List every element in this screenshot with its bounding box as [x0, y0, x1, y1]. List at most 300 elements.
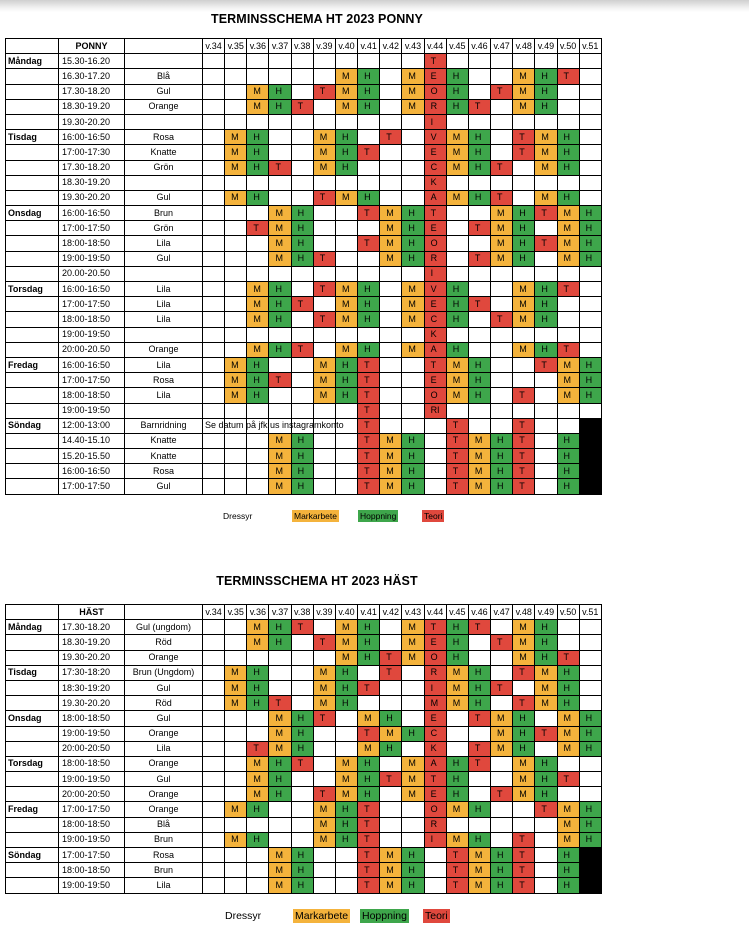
empty-cell — [446, 114, 468, 129]
lesson-cell: T — [358, 449, 380, 464]
empty-cell — [225, 84, 247, 99]
table-row — [6, 175, 602, 190]
empty-cell — [380, 388, 402, 403]
empty-cell — [269, 69, 291, 84]
day-cell — [6, 84, 59, 99]
empty-cell — [513, 817, 535, 832]
day-cell — [6, 680, 59, 695]
empty-cell — [579, 114, 601, 129]
empty-cell — [203, 680, 225, 695]
blocked-cell — [579, 848, 601, 863]
empty-cell — [358, 54, 380, 69]
lesson-cell: M — [491, 726, 513, 741]
empty-cell — [203, 726, 225, 741]
empty-cell — [491, 54, 513, 69]
week-header: v.50 — [557, 605, 579, 620]
lesson-cell: H — [579, 741, 601, 756]
empty-cell — [491, 114, 513, 129]
empty-cell — [247, 114, 269, 129]
week-header: v.35 — [225, 39, 247, 54]
v44-letter-cell: T — [424, 772, 446, 787]
lesson-cell: M — [535, 130, 557, 145]
group-cell: Orange — [125, 756, 203, 771]
empty-cell — [203, 342, 225, 357]
empty-cell — [203, 206, 225, 221]
empty-cell — [225, 342, 247, 357]
empty-cell — [402, 817, 424, 832]
lesson-cell: T — [313, 282, 335, 297]
v44-letter-cell: E — [424, 297, 446, 312]
legend-markarbete: Markarbete — [294, 511, 337, 521]
time-cell: 17:00-17:50 — [59, 221, 125, 236]
lesson-cell: M — [557, 817, 579, 832]
empty-cell — [579, 772, 601, 787]
lesson-cell: H — [291, 726, 313, 741]
empty-cell — [203, 620, 225, 635]
lesson-cell: H — [579, 206, 601, 221]
time-cell: 20:00-20.50 — [59, 342, 125, 357]
empty-cell — [247, 433, 269, 448]
empty-cell — [269, 680, 291, 695]
lesson-cell: H — [358, 650, 380, 665]
day-cell: Fredag — [6, 357, 59, 372]
empty-cell — [269, 190, 291, 205]
empty-cell — [291, 84, 313, 99]
empty-cell — [225, 464, 247, 479]
table-row — [6, 756, 602, 771]
empty-cell — [491, 817, 513, 832]
lesson-cell: M — [513, 650, 535, 665]
empty-cell — [491, 696, 513, 711]
empty-cell — [402, 741, 424, 756]
empty-cell — [557, 99, 579, 114]
empty-cell — [335, 711, 357, 726]
empty-cell — [579, 620, 601, 635]
group-cell: Blå — [125, 69, 203, 84]
table-row — [6, 145, 602, 160]
lesson-cell: H — [468, 357, 490, 372]
empty-cell — [203, 711, 225, 726]
empty-cell — [402, 403, 424, 418]
empty-cell — [358, 114, 380, 129]
v44-letter-cell: A — [424, 190, 446, 205]
group-cell — [125, 54, 203, 69]
empty-cell — [247, 863, 269, 878]
lesson-cell: M — [225, 680, 247, 695]
lesson-cell: M — [335, 342, 357, 357]
lesson-cell: H — [557, 433, 579, 448]
empty-cell — [402, 832, 424, 847]
empty-cell — [203, 266, 225, 281]
week-header: v.40 — [335, 605, 357, 620]
lesson-cell: M — [535, 145, 557, 160]
lesson-cell: T — [380, 130, 402, 145]
empty-cell — [424, 449, 446, 464]
empty-cell — [203, 848, 225, 863]
week-header: v.37 — [269, 39, 291, 54]
empty-cell — [579, 84, 601, 99]
empty-cell — [313, 69, 335, 84]
empty-cell — [203, 221, 225, 236]
table-row — [6, 696, 602, 711]
lesson-cell: M — [468, 464, 490, 479]
lesson-cell: T — [513, 878, 535, 893]
table-header-label: HÄST — [59, 605, 125, 620]
empty-cell — [203, 802, 225, 817]
lesson-cell: H — [247, 388, 269, 403]
blocked-cell — [579, 449, 601, 464]
lesson-cell: H — [446, 772, 468, 787]
empty-cell — [446, 54, 468, 69]
group-cell: Lila — [125, 312, 203, 327]
empty-cell — [535, 373, 557, 388]
empty-cell — [468, 206, 490, 221]
empty-cell — [335, 251, 357, 266]
empty-cell — [380, 680, 402, 695]
lesson-cell: M — [313, 680, 335, 695]
empty-cell — [380, 114, 402, 129]
empty-cell — [247, 878, 269, 893]
lesson-cell: H — [402, 206, 424, 221]
time-cell: 15.20-15.50 — [59, 449, 125, 464]
empty-cell — [225, 206, 247, 221]
lesson-cell: H — [579, 711, 601, 726]
lesson-cell: H — [446, 84, 468, 99]
lesson-cell: M — [313, 160, 335, 175]
table-row — [6, 130, 602, 145]
week-header: v.42 — [380, 605, 402, 620]
lesson-cell: M — [269, 848, 291, 863]
lesson-cell: M — [446, 190, 468, 205]
empty-cell — [203, 817, 225, 832]
empty-cell — [579, 680, 601, 695]
lesson-cell: H — [247, 130, 269, 145]
group-cell — [125, 327, 203, 342]
lesson-cell: M — [225, 145, 247, 160]
v44-letter-cell: C — [424, 726, 446, 741]
lesson-cell: M — [468, 433, 490, 448]
empty-cell — [380, 787, 402, 802]
day-cell: Torsdag — [6, 756, 59, 771]
day-cell — [6, 635, 59, 650]
group-cell: Grön — [125, 221, 203, 236]
lesson-cell: M — [491, 236, 513, 251]
lesson-cell: T — [380, 650, 402, 665]
lesson-cell: M — [313, 145, 335, 160]
empty-cell — [380, 327, 402, 342]
v44-letter-cell: T — [424, 206, 446, 221]
time-cell: 18:00-18:50 — [59, 312, 125, 327]
table-row — [6, 84, 602, 99]
table-row — [6, 665, 602, 680]
lesson-cell: T — [557, 342, 579, 357]
v44-letter-cell: E — [424, 373, 446, 388]
lesson-cell: H — [247, 680, 269, 695]
lesson-cell: H — [247, 665, 269, 680]
lesson-cell: M — [557, 726, 579, 741]
table-row — [6, 373, 602, 388]
empty-cell — [380, 802, 402, 817]
lesson-cell: H — [335, 357, 357, 372]
v44-letter-cell: A — [424, 342, 446, 357]
empty-cell — [335, 403, 357, 418]
lesson-cell: M — [247, 282, 269, 297]
blocked-cell — [579, 433, 601, 448]
empty-cell — [291, 266, 313, 281]
empty-cell — [491, 69, 513, 84]
empty-cell — [247, 175, 269, 190]
empty-cell — [269, 266, 291, 281]
lesson-cell: M — [335, 190, 357, 205]
empty-cell — [491, 130, 513, 145]
empty-cell — [269, 650, 291, 665]
empty-cell — [402, 190, 424, 205]
lesson-cell: T — [446, 479, 468, 494]
empty-cell — [557, 297, 579, 312]
empty-cell — [468, 650, 490, 665]
empty-cell — [291, 650, 313, 665]
lesson-cell: T — [446, 464, 468, 479]
group-cell: Lila — [125, 741, 203, 756]
lesson-cell: H — [513, 726, 535, 741]
time-cell: 18:00-18:50 — [59, 711, 125, 726]
group-cell: Knatte — [125, 449, 203, 464]
lesson-cell: M — [313, 373, 335, 388]
empty-cell — [291, 69, 313, 84]
empty-cell — [380, 160, 402, 175]
time-cell: 12:00-13:00 — [59, 418, 125, 433]
table-row — [6, 251, 602, 266]
empty-cell — [247, 726, 269, 741]
table-row — [6, 479, 602, 494]
lesson-cell: H — [402, 878, 424, 893]
lesson-cell: H — [380, 711, 402, 726]
table-row — [6, 726, 602, 741]
blocked-cell — [579, 863, 601, 878]
day-cell: Söndag — [6, 848, 59, 863]
lesson-cell: M — [513, 312, 535, 327]
lesson-cell: M — [402, 650, 424, 665]
lesson-cell: T — [446, 418, 468, 433]
empty-cell — [535, 832, 557, 847]
lesson-cell: T — [380, 772, 402, 787]
lesson-cell: M — [269, 464, 291, 479]
lesson-cell: M — [313, 817, 335, 832]
group-cell: Grön — [125, 160, 203, 175]
time-cell: 19:00-19:50 — [59, 832, 125, 847]
lesson-cell: M — [402, 84, 424, 99]
table-row — [6, 464, 602, 479]
empty-cell — [291, 772, 313, 787]
lesson-cell: H — [358, 297, 380, 312]
empty-cell — [491, 802, 513, 817]
empty-cell — [291, 54, 313, 69]
group-cell: Knatte — [125, 145, 203, 160]
lesson-cell: H — [269, 297, 291, 312]
empty-cell — [291, 787, 313, 802]
empty-cell — [203, 282, 225, 297]
lesson-cell: M — [402, 635, 424, 650]
time-cell: 19:00-19:50 — [59, 403, 125, 418]
legend-hoppning: Hoppning — [360, 511, 397, 521]
group-cell: Röd — [125, 696, 203, 711]
lesson-cell: M — [247, 99, 269, 114]
lesson-cell: T — [247, 741, 269, 756]
lesson-cell: T — [269, 696, 291, 711]
lesson-cell: M — [380, 863, 402, 878]
lesson-cell: H — [247, 832, 269, 847]
empty-cell — [380, 282, 402, 297]
lesson-cell: T — [535, 726, 557, 741]
blocked-cell — [579, 878, 601, 893]
lesson-cell: T — [358, 680, 380, 695]
empty-cell — [313, 114, 335, 129]
empty-cell — [402, 418, 424, 433]
time-cell: 17:30-18:20 — [59, 665, 125, 680]
empty-cell — [579, 635, 601, 650]
empty-cell — [291, 817, 313, 832]
empty-cell — [313, 342, 335, 357]
empty-cell — [535, 449, 557, 464]
lesson-cell: T — [269, 373, 291, 388]
empty-cell — [380, 832, 402, 847]
time-cell: 17.30-18.20 — [59, 160, 125, 175]
lesson-cell: H — [513, 236, 535, 251]
v44-letter-cell: I — [424, 832, 446, 847]
legend-hoppning: Hoppning — [362, 910, 407, 922]
day-cell — [6, 373, 59, 388]
lesson-cell: M — [557, 802, 579, 817]
empty-cell — [557, 84, 579, 99]
lesson-cell: T — [313, 312, 335, 327]
lesson-cell: H — [535, 635, 557, 650]
lesson-cell: T — [491, 312, 513, 327]
empty-cell — [269, 832, 291, 847]
lesson-cell: H — [358, 84, 380, 99]
lesson-cell: H — [468, 388, 490, 403]
lesson-cell: H — [291, 206, 313, 221]
empty-cell — [225, 251, 247, 266]
empty-cell — [335, 266, 357, 281]
empty-cell — [468, 69, 490, 84]
empty-cell — [535, 388, 557, 403]
group-cell: Lila — [125, 388, 203, 403]
table-row — [6, 221, 602, 236]
empty-cell — [468, 312, 490, 327]
day-cell — [6, 696, 59, 711]
empty-cell — [313, 650, 335, 665]
empty-cell — [535, 54, 557, 69]
empty-cell — [579, 99, 601, 114]
table-row — [6, 817, 602, 832]
lesson-cell: H — [446, 635, 468, 650]
empty-cell — [579, 266, 601, 281]
empty-cell — [203, 145, 225, 160]
empty-cell — [291, 145, 313, 160]
v44-letter-cell: K — [424, 741, 446, 756]
empty-cell — [203, 772, 225, 787]
week-header: v.43 — [402, 39, 424, 54]
empty-cell — [203, 297, 225, 312]
lesson-cell: M — [468, 449, 490, 464]
lesson-cell: M — [380, 479, 402, 494]
empty-cell — [335, 206, 357, 221]
empty-cell — [424, 433, 446, 448]
empty-cell — [335, 221, 357, 236]
empty-cell — [535, 863, 557, 878]
lesson-cell: H — [269, 99, 291, 114]
empty-cell — [225, 175, 247, 190]
empty-cell — [579, 342, 601, 357]
lesson-cell: M — [513, 620, 535, 635]
empty-cell — [535, 878, 557, 893]
lesson-cell: M — [358, 711, 380, 726]
day-cell — [6, 863, 59, 878]
lesson-cell: M — [402, 772, 424, 787]
lesson-cell: H — [535, 756, 557, 771]
time-cell: 17:00-17:50 — [59, 479, 125, 494]
week-header: v.36 — [247, 605, 269, 620]
lesson-cell: H — [335, 160, 357, 175]
lesson-cell: H — [557, 665, 579, 680]
time-cell: 18:30-19:20 — [59, 680, 125, 695]
lesson-cell: T — [247, 221, 269, 236]
lesson-cell: T — [491, 160, 513, 175]
empty-cell — [225, 479, 247, 494]
day-cell: Måndag — [6, 620, 59, 635]
empty-cell — [247, 449, 269, 464]
empty-cell — [579, 312, 601, 327]
lesson-cell: H — [535, 650, 557, 665]
lesson-cell: M — [446, 665, 468, 680]
empty-cell — [225, 99, 247, 114]
lesson-cell: H — [446, 342, 468, 357]
group-cell: Blå — [125, 817, 203, 832]
empty-cell — [579, 282, 601, 297]
v44-letter-cell: O — [424, 388, 446, 403]
empty-cell — [358, 327, 380, 342]
empty-cell — [424, 848, 446, 863]
lesson-cell: H — [468, 665, 490, 680]
empty-cell — [513, 160, 535, 175]
empty-cell — [491, 620, 513, 635]
time-cell: 17.30-18.20 — [59, 620, 125, 635]
lesson-cell: T — [446, 433, 468, 448]
empty-cell — [491, 756, 513, 771]
empty-cell — [203, 236, 225, 251]
table-row — [6, 206, 602, 221]
time-cell: 19:00-19:50 — [59, 726, 125, 741]
group-cell: Gul — [125, 680, 203, 695]
lesson-cell: H — [491, 878, 513, 893]
lesson-cell: H — [579, 357, 601, 372]
empty-cell — [424, 418, 446, 433]
empty-cell — [402, 665, 424, 680]
section-title: TERMINSSCHEMA HT 2023 HÄST — [216, 574, 418, 588]
empty-cell — [247, 206, 269, 221]
empty-cell — [468, 84, 490, 99]
day-cell — [6, 878, 59, 893]
empty-cell — [468, 403, 490, 418]
empty-cell — [468, 175, 490, 190]
table-row — [6, 772, 602, 787]
lesson-cell: M — [225, 832, 247, 847]
empty-cell — [358, 160, 380, 175]
group-cell: Brun — [125, 206, 203, 221]
empty-cell — [402, 54, 424, 69]
empty-cell — [203, 433, 225, 448]
lesson-cell: M — [380, 221, 402, 236]
